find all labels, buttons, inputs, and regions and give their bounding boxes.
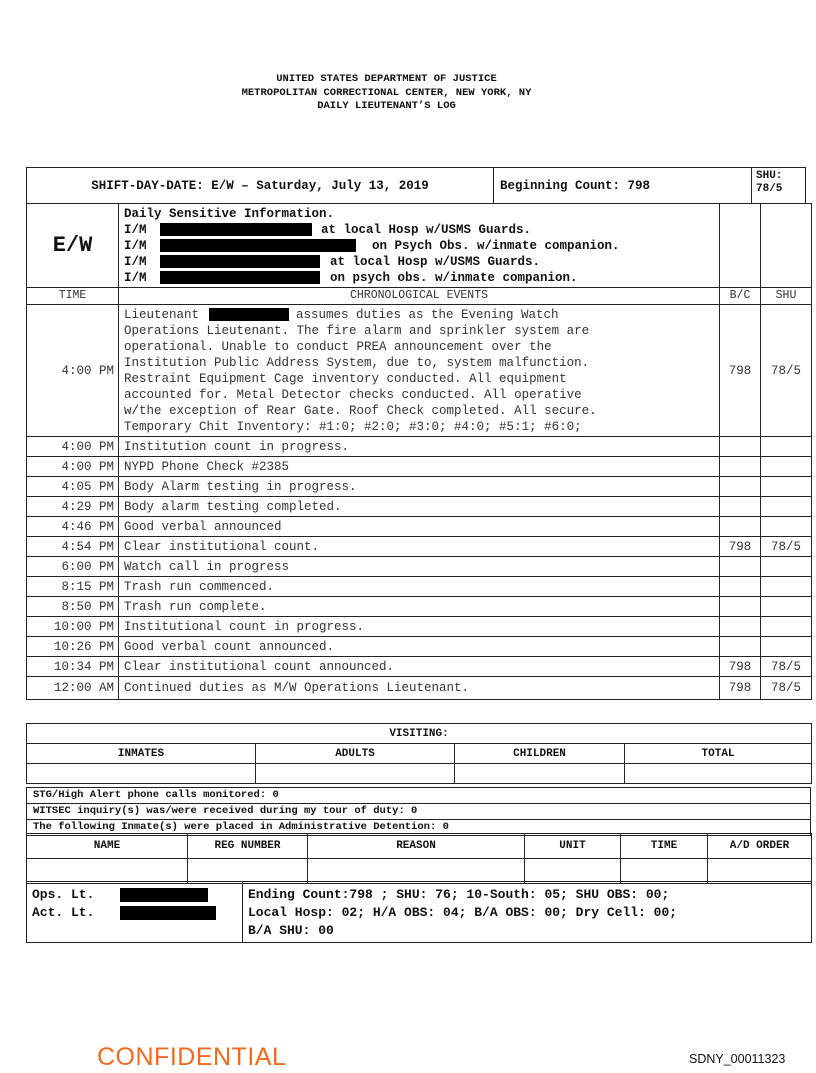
entry-prefix: Lieutenant <box>124 308 200 322</box>
entry-shu <box>761 517 812 537</box>
entry-time: 10:00 PM <box>27 617 119 637</box>
log-entry-row <box>27 617 812 637</box>
visiting-header-inmates: INMATES <box>27 744 256 764</box>
sensitive-text: at local Hosp w/USMS Guards. <box>330 254 541 269</box>
entry-line: Restraint Equipment Cage inventory conducted. All equipment <box>124 372 567 386</box>
empty-cell <box>256 764 455 784</box>
sensitive-text: on psych obs. w/inmate companion. <box>330 270 578 285</box>
ops-lt-label: Ops. Lt. <box>32 887 95 902</box>
empty-cell <box>720 204 761 288</box>
document-header <box>0 73 773 114</box>
visiting-header-total: TOTAL <box>625 744 812 764</box>
entry-bc <box>720 617 761 637</box>
sensitive-title: Daily Sensitive Information. <box>124 206 335 221</box>
det-header-name: NAME <box>27 834 188 859</box>
entry-event: Watch call in progress <box>119 557 720 577</box>
entry-time: 4:00 PM <box>27 457 119 477</box>
entry-line: Institution Public Address System, due to, system malfunction. <box>124 356 590 370</box>
redaction-bar <box>160 255 320 268</box>
entry-text: assumes duties as the Evening Watch <box>296 308 559 322</box>
entry-time: 4:05 PM <box>27 477 119 497</box>
shift-day-date: SHIFT-DAY-DATE: E/W – Saturday, July 13, 2019 <box>27 168 494 204</box>
det-header-reg: REG NUMBER <box>188 834 308 859</box>
entry-bc <box>720 477 761 497</box>
entry-event: Body Alarm testing in progress. <box>119 477 720 497</box>
act-lt-row <box>32 904 237 922</box>
entry-time: 10:26 PM <box>27 637 119 657</box>
det-header-reason: REASON <box>308 834 525 859</box>
facility-title: METROPOLITAN CORRECTIONAL CENTER, NEW YORK, NY <box>241 86 532 99</box>
log-entry-row <box>27 637 812 657</box>
inmate-prefix: I/M <box>124 270 147 285</box>
log-entry-row <box>27 537 812 557</box>
log-entry-row <box>27 677 812 700</box>
entry-time: 4:46 PM <box>27 517 119 537</box>
column-header-row <box>27 288 812 305</box>
entry-shu <box>761 617 812 637</box>
sensitive-line <box>124 254 719 270</box>
visiting-header-children: CHILDREN <box>455 744 625 764</box>
admin-lines <box>26 787 811 836</box>
entry-event: Trash run complete. <box>119 597 720 617</box>
empty-cell <box>27 764 256 784</box>
entry-bc <box>720 457 761 477</box>
entry-time: 4:54 PM <box>27 537 119 557</box>
log-entry-row <box>27 497 812 517</box>
empty-cell <box>625 764 812 784</box>
empty-cell <box>621 859 708 884</box>
entry-time: 4:00 PM <box>27 305 119 437</box>
entry-bc: 798 <box>720 657 761 677</box>
act-lt-label: Act. Lt. <box>32 905 95 920</box>
entry-time: 10:34 PM <box>27 657 119 677</box>
entry-event: Continued duties as M/W Operations Lieutenant. <box>119 677 720 700</box>
entry-time: 4:00 PM <box>27 437 119 457</box>
inmate-prefix: I/M <box>124 222 147 237</box>
ending-line: Ending Count:798 ; SHU: 76; 10-South: 05; SHU OBS: 00; <box>248 887 670 902</box>
entry-event: Clear institutional count. <box>119 537 720 557</box>
chronological-log-table <box>26 203 812 700</box>
entry-shu: 78/5 <box>761 305 812 437</box>
empty-cell <box>308 859 525 884</box>
stg-line: STG/High Alert phone calls monitored: 0 <box>27 787 810 804</box>
col-header-shu: SHU <box>761 288 812 305</box>
entry-bc <box>720 597 761 617</box>
redaction-bar <box>209 308 289 321</box>
entry-event: Trash run commenced. <box>119 577 720 597</box>
sensitive-line <box>124 238 719 254</box>
entry-bc <box>720 637 761 657</box>
entry-shu <box>761 637 812 657</box>
ending-line: B/A SHU: 00 <box>248 923 334 938</box>
entry-time: 8:50 PM <box>27 597 119 617</box>
agency-title: UNITED STATES DEPARTMENT OF JUSTICE <box>276 73 497 85</box>
beginning-count: Beginning Count: 798 <box>494 168 752 204</box>
entry-bc: 798 <box>720 305 761 437</box>
entry-event: Good verbal count announced. <box>119 637 720 657</box>
empty-cell <box>455 764 625 784</box>
watch-label: E/W <box>27 204 119 288</box>
log-entry-row <box>27 437 812 457</box>
col-header-events: CHRONOLOGICAL EVENTS <box>119 288 720 305</box>
redaction-bar <box>120 906 216 920</box>
sensitive-line <box>124 270 719 286</box>
lieutenant-signoff <box>27 882 243 943</box>
entry-event: Good verbal announced <box>119 517 720 537</box>
entry-bc <box>720 557 761 577</box>
sensitive-info <box>119 204 720 288</box>
sensitive-text: at local Hosp w/USMS Guards. <box>321 222 532 237</box>
visiting-table <box>26 723 812 784</box>
log-entry-row <box>27 457 812 477</box>
empty-cell <box>761 204 812 288</box>
entry-bc <box>720 577 761 597</box>
empty-cell <box>188 859 308 884</box>
entry-shu <box>761 437 812 457</box>
log-entry-row <box>27 577 812 597</box>
sensitive-line <box>124 222 719 238</box>
inmate-prefix: I/M <box>124 238 147 253</box>
det-header-unit: UNIT <box>525 834 621 859</box>
empty-cell <box>525 859 621 884</box>
signoff-table <box>26 881 812 943</box>
entry-shu <box>761 497 812 517</box>
ops-lt-row <box>32 886 237 904</box>
entry-event: NYPD Phone Check #2385 <box>119 457 720 477</box>
entry-line <box>124 307 719 323</box>
entry-shu: 78/5 <box>761 537 812 557</box>
redaction-bar <box>160 239 356 252</box>
entry-event: Institutional count in progress. <box>119 617 720 637</box>
entry-shu: 78/5 <box>761 657 812 677</box>
shu-count: SHU: 78/5 <box>752 168 806 204</box>
entry-time: 8:15 PM <box>27 577 119 597</box>
entry-line: operational. Unable to conduct PREA announcement over the <box>124 340 552 354</box>
inmate-prefix: I/M <box>124 254 147 269</box>
ending-count <box>243 882 812 943</box>
entry-shu: 78/5 <box>761 677 812 700</box>
bates-number: SDNY_00011323 <box>689 1052 786 1066</box>
entry-event: Clear institutional count announced. <box>119 657 720 677</box>
entry-bc <box>720 497 761 517</box>
det-header-time: TIME <box>621 834 708 859</box>
visiting-title: VISITING: <box>27 724 812 744</box>
entry-time: 6:00 PM <box>27 557 119 577</box>
log-entry-row <box>27 597 812 617</box>
sensitive-text: on Psych Obs. w/inmate companion. <box>372 238 620 253</box>
redaction-bar <box>120 888 208 902</box>
detention-line: The following Inmate(s) were placed in Administrative Detention: 0 <box>27 820 810 836</box>
log-title: DAILY LIEUTENANT’S LOG <box>317 100 456 112</box>
ending-line: Local Hosp: 02; H/A OBS: 04; B/A OBS: 00; Dry Cell: 00; <box>248 905 678 920</box>
entry-event <box>119 305 720 437</box>
entry-shu <box>761 477 812 497</box>
detention-table <box>26 833 812 884</box>
det-header-ad-order: A/D ORDER <box>708 834 812 859</box>
log-entry-row <box>27 305 812 437</box>
entry-bc: 798 <box>720 537 761 557</box>
entry-time: 4:29 PM <box>27 497 119 517</box>
redaction-bar <box>160 271 320 284</box>
empty-cell <box>27 859 188 884</box>
entry-line: Temporary Chit Inventory: #1:0; #2:0; #3:0; #4:0; #5:1; #6:0; <box>124 420 582 434</box>
entry-line: w/the exception of Rear Gate. Roof Check completed. All secure. <box>124 404 597 418</box>
entry-line: Operations Lieutenant. The fire alarm and sprinkler system are <box>124 324 590 338</box>
log-entry-row <box>27 477 812 497</box>
redaction-bar <box>160 223 312 236</box>
empty-cell <box>708 859 812 884</box>
entry-bc: 798 <box>720 677 761 700</box>
col-header-time: TIME <box>27 288 119 305</box>
col-header-bc: B/C <box>720 288 761 305</box>
log-entry-row <box>27 517 812 537</box>
entry-line: accounted for. Metal Detector checks conducted. All operative <box>124 388 582 402</box>
entry-shu <box>761 577 812 597</box>
entry-shu <box>761 597 812 617</box>
entry-time: 12:00 AM <box>27 677 119 700</box>
shift-header-table <box>26 167 806 204</box>
entry-event: Institution count in progress. <box>119 437 720 457</box>
log-entry-row <box>27 657 812 677</box>
entry-shu <box>761 457 812 477</box>
witsec-line: WITSEC inquiry(s) was/were received during my tour of duty: 0 <box>27 804 810 820</box>
entry-shu <box>761 557 812 577</box>
log-entry-row <box>27 557 812 577</box>
entry-bc <box>720 517 761 537</box>
entry-bc <box>720 437 761 457</box>
confidential-stamp: CONFIDENTIAL <box>97 1043 287 1071</box>
entry-event: Body alarm testing completed. <box>119 497 720 517</box>
visiting-header-adults: ADULTS <box>256 744 455 764</box>
